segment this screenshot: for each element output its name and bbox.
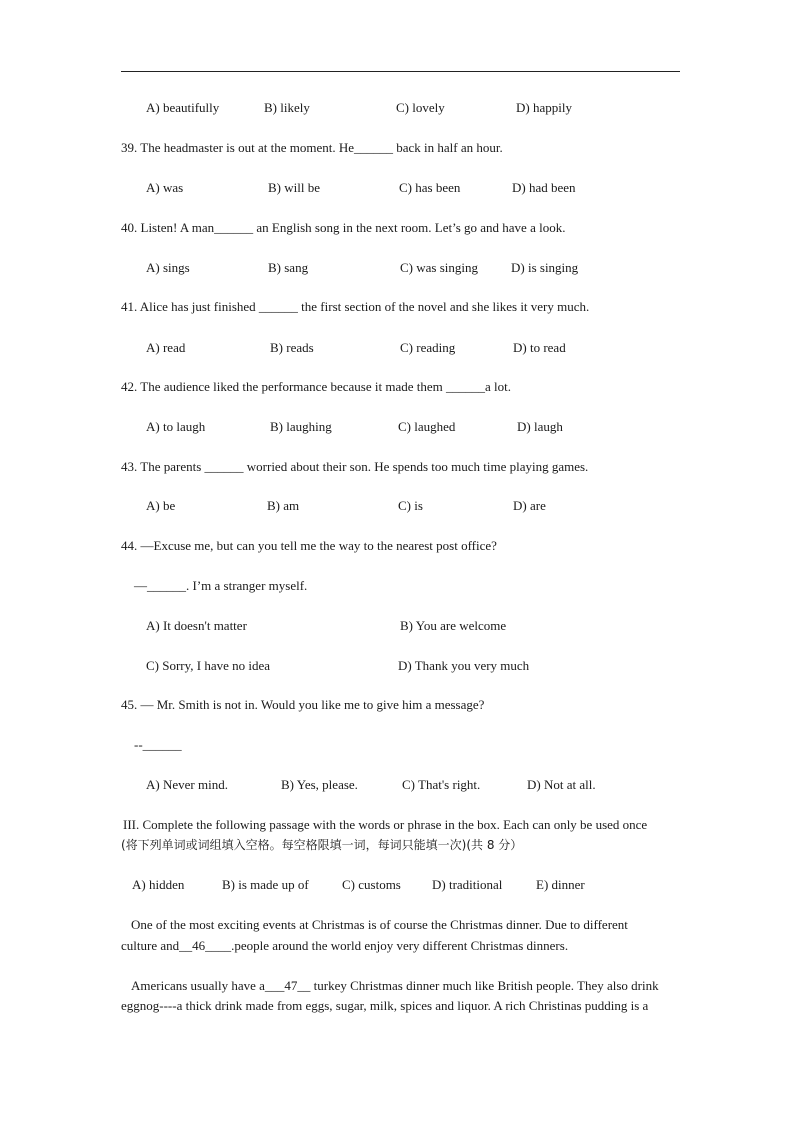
q44-option-d: D) Thank you very much <box>398 658 530 673</box>
header-rule <box>121 71 680 72</box>
q38-option-a: A) beautifully <box>146 100 220 115</box>
q41-stem: 41. Alice has just finished ______ the first section of the novel and she likes it very much. <box>121 299 590 314</box>
q43-option-a: A) be <box>146 498 176 513</box>
q45-option-c: C) That's right. <box>402 777 481 792</box>
q43-option-d: D) are <box>513 498 546 513</box>
q43-option-b: B) am <box>267 498 300 513</box>
q39-option-b: B) will be <box>268 180 320 195</box>
q41-option-d: D) to read <box>513 340 566 355</box>
q42-option-c: C) laughed <box>398 419 456 434</box>
passage-p2-line2: eggnog----a thick drink made from eggs, sugar, milk, spices and liquor. A rich Christinas pudding is a <box>121 998 649 1013</box>
q40-stem: 40. Listen! A man______ an English song in the next room. Let’s go and have a look. <box>121 220 566 235</box>
box-word-c: C) customs <box>342 877 401 892</box>
q44-option-a: A) It doesn't matter <box>146 618 247 633</box>
q39-option-d: D) had been <box>512 180 576 195</box>
q38-option-d: D) happily <box>516 100 572 115</box>
q39-option-c: C) has been <box>399 180 461 195</box>
q43-stem: 43. The parents ______ worried about their son. He spends too much time playing games. <box>121 459 589 474</box>
q40-option-d: D) is singing <box>511 260 579 275</box>
section3-heading-cn: (将下列单词或词组填入空格。每空格限填一词，每词只能填一次)(共 8 分） <box>121 838 523 852</box>
passage-p1-line1: One of the most exciting events at Christmas is of course the Christmas dinner. Due to different <box>131 917 628 932</box>
q45-option-b: B) Yes, please. <box>281 777 358 792</box>
box-word-d: D) traditional <box>432 877 503 892</box>
q45-reply: --______ <box>134 737 182 752</box>
q44-stem: 44. —Excuse me, but can you tell me the way to the nearest post office? <box>121 538 497 553</box>
q41-option-c: C) reading <box>400 340 456 355</box>
box-word-b: B) is made up of <box>222 877 309 892</box>
box-word-a: A) hidden <box>132 877 185 892</box>
q44-option-b: B) You are welcome <box>400 618 507 633</box>
q40-option-c: C) was singing <box>400 260 478 275</box>
q42-option-a: A) to laugh <box>146 419 206 434</box>
q38-option-b: B) likely <box>264 100 310 115</box>
q42-stem: 42. The audience liked the performance because it made them ______a lot. <box>121 379 511 394</box>
q41-option-b: B) reads <box>270 340 314 355</box>
q39-option-a: A) was <box>146 180 184 195</box>
q40-option-a: A) sings <box>146 260 190 275</box>
q42-option-d: D) laugh <box>517 419 563 434</box>
q45-option-a: A) Never mind. <box>146 777 228 792</box>
passage-p2-line1: Americans usually have a___47__ turkey Christmas dinner much like British people. They also drink <box>131 978 659 993</box>
q42-option-b: B) laughing <box>270 419 332 434</box>
q45-stem: 45. — Mr. Smith is not in. Would you like me to give him a message? <box>121 697 485 712</box>
q38-option-c: C) lovely <box>396 100 445 115</box>
q43-option-c: C) is <box>398 498 423 513</box>
q44-reply: —______. I’m a stranger myself. <box>134 578 308 593</box>
q40-option-b: B) sang <box>268 260 309 275</box>
section3-heading: III. Complete the following passage with the words or phrase in the box. Each can only be used once <box>123 817 648 832</box>
passage-p1-line2: culture and__46____.people around the world enjoy very different Christmas dinners. <box>121 938 569 953</box>
q45-option-d: D) Not at all. <box>527 777 596 792</box>
q41-option-a: A) read <box>146 340 186 355</box>
q44-option-c: C) Sorry, I have no idea <box>146 658 271 673</box>
box-word-e: E) dinner <box>536 877 585 892</box>
q39-stem: 39. The headmaster is out at the moment. He______ back in half an hour. <box>121 140 503 155</box>
